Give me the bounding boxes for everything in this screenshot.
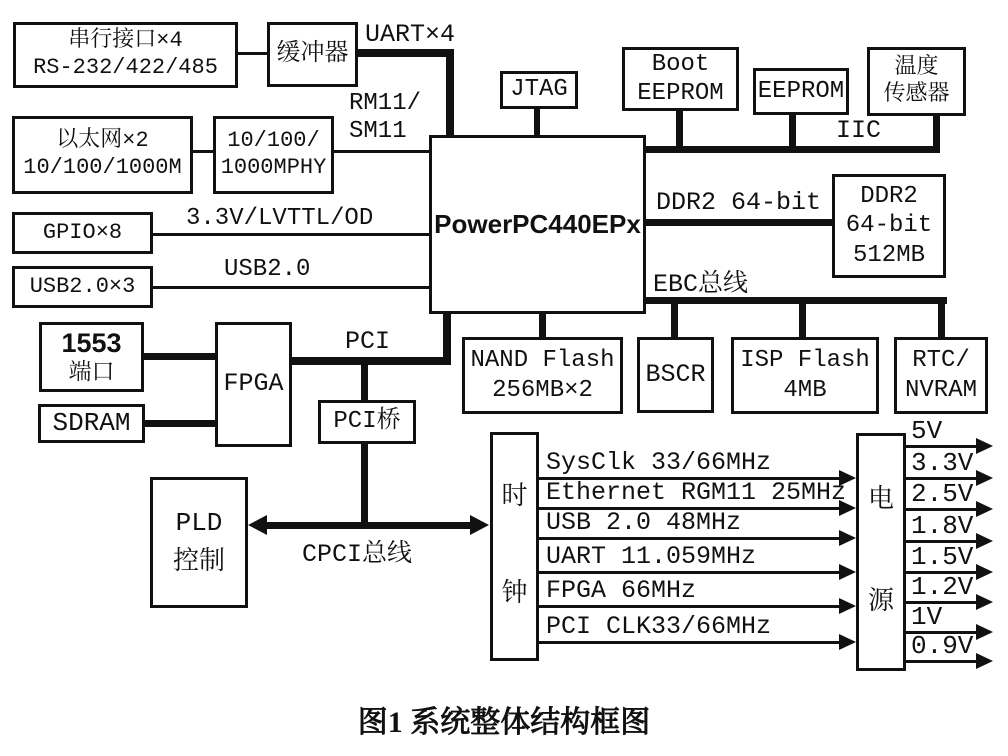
boot-eeprom-stub xyxy=(676,109,683,149)
ddr2-bus-line xyxy=(645,219,832,226)
jtag-block xyxy=(500,71,578,109)
clock-arrow-icon xyxy=(839,530,856,546)
power-char2: 源 xyxy=(867,587,894,618)
cpu-label: PowerPC440EPx xyxy=(434,208,641,239)
power-output-label: 3.3V xyxy=(911,448,974,478)
isp-flash-stub xyxy=(799,302,806,338)
clock-char1: 时 xyxy=(501,481,528,512)
port-1553-block xyxy=(39,322,144,392)
power-char1: 电 xyxy=(867,485,894,516)
rtc-line2: NVRAM xyxy=(904,376,977,404)
nand-flash-block xyxy=(462,337,623,414)
clock-arrow-icon xyxy=(839,500,856,516)
cpci-arrow-left-icon xyxy=(248,515,267,535)
eeprom-block xyxy=(753,68,849,115)
gpio-block xyxy=(12,212,153,254)
ddr2-bus-label: DDR2 64-bit xyxy=(656,188,822,217)
pci-bridge-stub-top xyxy=(361,363,368,401)
bscr-block xyxy=(637,337,714,413)
port-1553-line2: 端口 xyxy=(68,360,115,387)
power-block xyxy=(856,433,906,671)
uart-bus-label: UART×4 xyxy=(365,20,456,49)
power-arrow-icon xyxy=(976,470,993,486)
ddr2-memory-block xyxy=(832,174,946,278)
clock-signal-line xyxy=(539,537,840,540)
clock-signal-line xyxy=(539,605,840,608)
power-output-label: 1.5V xyxy=(911,542,974,572)
uart-bus-vertical xyxy=(446,49,454,137)
nand-flash-stub xyxy=(539,311,546,338)
pld-line2: 控制 xyxy=(172,546,225,577)
rmii-smii-label xyxy=(349,90,421,146)
buffer-label: 缓冲器 xyxy=(276,40,349,68)
figure-caption: 图1 系统整体结构框图 xyxy=(357,706,651,739)
ddr2-line3: 512MB xyxy=(852,241,925,269)
sdram-block xyxy=(38,404,145,443)
serial-buffer-connector xyxy=(237,52,267,55)
ebc-bus-label: EBC总线 xyxy=(653,270,749,299)
pci-bridge-block xyxy=(318,400,416,444)
power-output-label: 0.9V xyxy=(911,631,974,661)
clock-signal-label: SysClk 33/66MHz xyxy=(546,448,772,477)
gpio-cpu-connector xyxy=(152,233,432,236)
clock-arrow-icon xyxy=(839,598,856,614)
serial-port-line1: 串行接口×4 xyxy=(68,28,183,54)
temp-sensor-line1: 温度 xyxy=(894,54,939,80)
ethernet-line1: 以太网×2 xyxy=(56,128,149,154)
ethernet-phy-connector xyxy=(192,150,213,153)
clock-signal-line xyxy=(539,571,840,574)
pld-control-block xyxy=(150,477,248,608)
usb-block xyxy=(12,266,153,308)
port1553-fpga-connector xyxy=(143,353,217,360)
power-arrow-icon xyxy=(976,533,993,549)
boot-eeprom-block xyxy=(622,47,739,111)
power-output-label: 2.5V xyxy=(911,479,974,509)
eeprom-label: EEPROM xyxy=(757,77,845,105)
temp-sensor-block xyxy=(867,47,966,116)
clock-signal-label: FPGA 66MHz xyxy=(546,576,697,605)
serial-port-block xyxy=(13,22,238,88)
pld-line1: PLD xyxy=(175,507,223,538)
boot-eeprom-line2: EEPROM xyxy=(637,80,724,107)
nand-line1: NAND Flash xyxy=(470,347,615,375)
rmii-line2: SM11 xyxy=(349,118,407,145)
jtag-stub xyxy=(534,108,540,137)
pci-bridge-stub-bottom xyxy=(361,443,368,527)
uart-bus-horizontal xyxy=(355,49,454,57)
clock-signal-line xyxy=(539,641,840,644)
isp-line1: ISP Flash xyxy=(740,347,870,375)
power-output-label: 1V xyxy=(911,602,943,632)
cpci-bus-label: CPCI总线 xyxy=(302,540,413,569)
power-output-label: 1.8V xyxy=(911,511,974,541)
clock-char2: 钟 xyxy=(501,579,528,610)
rtc-nvram-block xyxy=(894,337,988,414)
ethernet-block xyxy=(12,116,193,194)
ethernet-line2: 10/100/1000M xyxy=(23,155,182,180)
cpci-bus-line xyxy=(260,522,478,529)
power-arrow-icon xyxy=(976,564,993,580)
lvttl-bus-label: 3.3V/LVTTL/OD xyxy=(186,205,374,232)
boot-eeprom-line1: Boot xyxy=(651,50,710,78)
clock-signal-label: UART 11.059MHz xyxy=(546,542,757,571)
clock-signal-label: Ethernet RGM11 25MHz xyxy=(546,478,847,507)
buffer-block xyxy=(267,22,358,87)
usb2-bus-label: USB2.0 xyxy=(224,256,311,283)
usb-cpu-connector xyxy=(152,286,432,289)
rtc-stub xyxy=(938,302,945,338)
bscr-label: BSCR xyxy=(645,359,706,389)
rmii-line1: RM11/ xyxy=(349,90,422,117)
phy-line1: 10/100/ xyxy=(227,128,320,154)
power-arrow-icon xyxy=(976,501,993,517)
bscr-stub xyxy=(671,302,678,338)
pci-bridge-label: PCI桥 xyxy=(333,408,401,436)
power-arrow-icon xyxy=(976,653,993,669)
port-1553-line1: 1553 xyxy=(61,327,122,358)
power-arrow-icon xyxy=(976,624,993,640)
temp-sensor-stub xyxy=(933,114,940,150)
phy-line2: 1000MPHY xyxy=(220,155,327,180)
phy-cpu-connector xyxy=(333,150,432,153)
serial-port-line2: RS-232/422/485 xyxy=(33,55,218,80)
isp-line2: 4MB xyxy=(783,376,827,404)
sdram-fpga-connector xyxy=(144,420,217,427)
cpu-block xyxy=(429,135,646,314)
eeprom-stub xyxy=(789,113,796,149)
nand-line2: 256MB×2 xyxy=(492,376,593,404)
clock-block xyxy=(490,432,539,661)
iic-bus-label: IIC xyxy=(836,116,882,145)
clock-signal-label: USB 2.0 48MHz xyxy=(546,508,742,537)
isp-flash-block xyxy=(731,337,879,414)
clock-signal-label: PCI CLK33/66MHz xyxy=(546,612,772,641)
ddr2-line1: DDR2 xyxy=(860,183,918,211)
pci-bus-horizontal xyxy=(290,357,451,365)
gpio-label: GPIO×8 xyxy=(42,219,123,245)
ddr2-line2: 64-bit xyxy=(845,212,933,240)
phy-block xyxy=(213,116,334,194)
usb-label: USB2.0×3 xyxy=(29,273,136,299)
rtc-line1: RTC/ xyxy=(912,347,970,375)
sdram-label: SDRAM xyxy=(52,407,131,438)
clock-arrow-icon xyxy=(839,634,856,650)
fpga-label: FPGA xyxy=(223,369,284,399)
power-arrow-icon xyxy=(976,594,993,610)
power-arrow-icon xyxy=(976,438,993,454)
jtag-label: JTAG xyxy=(510,76,568,104)
fpga-block xyxy=(215,322,292,447)
power-output-label: 1.2V xyxy=(911,572,974,602)
clock-arrow-icon xyxy=(839,564,856,580)
temp-sensor-line2: 传感器 xyxy=(883,81,950,107)
cpci-arrow-right-icon xyxy=(470,515,489,535)
pci-bus-label: PCI xyxy=(345,327,391,356)
power-output-label: 5V xyxy=(911,416,943,446)
